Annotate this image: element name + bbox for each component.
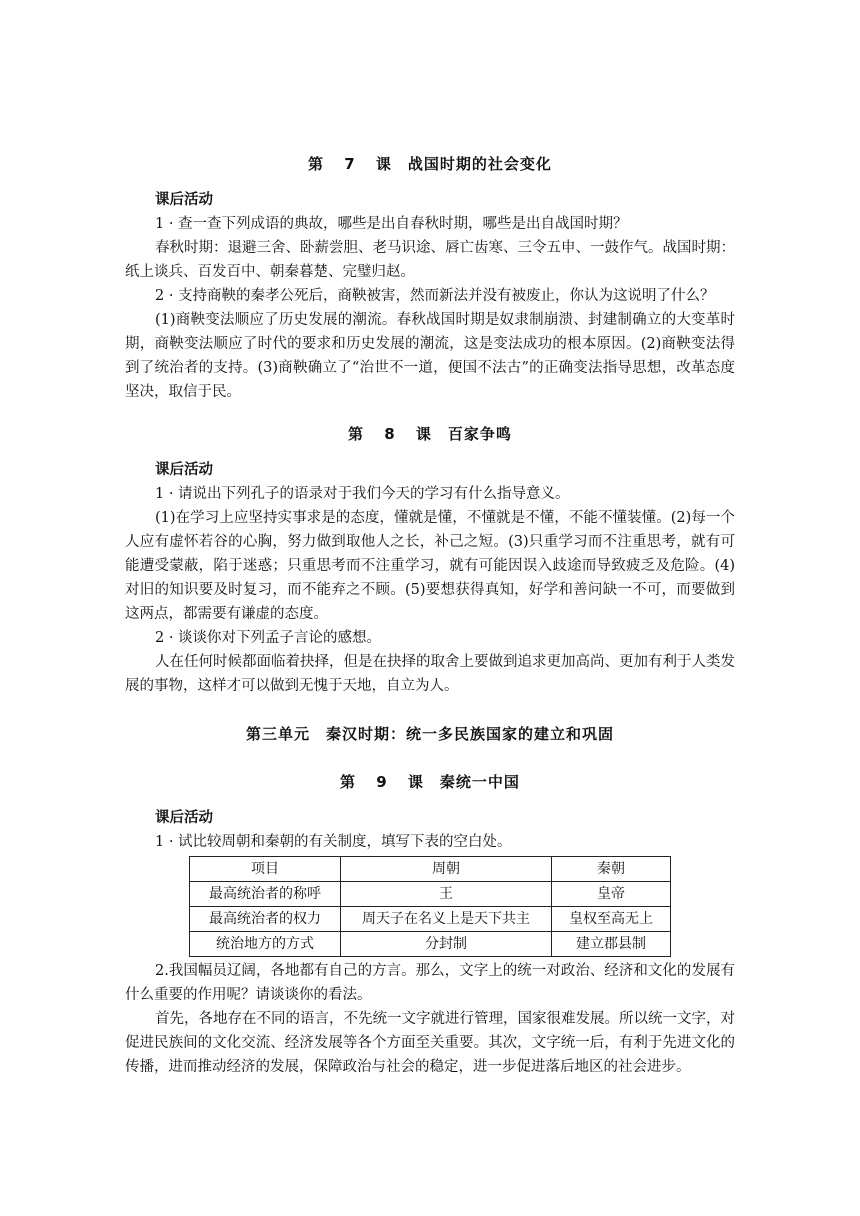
table-cell: 建立郡县制 bbox=[552, 932, 671, 957]
lesson-8-answer-2: 人在任何时候都面临着抉择，但是在抉择的取舍上要做到追求更加高尚、更加有利于人类发展的事物，这样才可以做到无愧于天地，自立为人。 bbox=[125, 654, 735, 694]
lesson-7-answer-1: 春秋时期：退避三舍、卧薪尝胆、老马识途、唇亡齿寒、三令五申、一鼓作气。战国时期：纸上谈兵、百发百中、朝秦暮楚、完璧归赵。 bbox=[125, 240, 735, 280]
lesson-8-title: 第 8 课 百家争鸣 bbox=[348, 425, 512, 443]
lesson-8-section-heading: 课后活动 bbox=[155, 462, 213, 478]
table-row bbox=[190, 882, 671, 907]
lesson-7-answer-2: (1)商鞅变法顺应了历史发展的潮流。春秋战国时期是奴隶制崩溃、封建制确立的大变革时期，商鞅变法顺应了时代的要求和历史发展的潮流，这是变法成功的根本原因。(2)商鞅变法得到了统治者的支持。(3)商鞅确立了“治世不一道，便国不法古”的正确变法指导思想，改革态度坚决，取信于民。 bbox=[125, 312, 735, 400]
comparison-table bbox=[189, 856, 671, 957]
lesson-8-answer-1: (1)在学习上应坚持实事求是的态度，懂就是懂，不懂就是不懂，不能不懂装懂。(2)每一个人应有虚怀若谷的心胸，努力做到取他人之长，补己之短。(3)只重学习而不注重思考，就有可能遭受蒙蔽，陷于迷惑；只重思考而不注重学习，就有可能因误入歧途而导致疲乏及危险。(4)对旧的知识要及时复习，而不能弃之不顾。(5)要想获得真知，好学和善问缺一不可，而要做到这两点，都需要有谦虚的态度。 bbox=[125, 510, 735, 622]
table-header-cell: 项目 bbox=[190, 857, 341, 882]
table-header-row bbox=[190, 857, 671, 882]
table-row bbox=[190, 907, 671, 932]
table-cell: 最高统治者的权力 bbox=[190, 907, 341, 932]
document-body bbox=[125, 152, 735, 1079]
table-header-cell: 秦朝 bbox=[552, 857, 671, 882]
table-cell: 分封制 bbox=[341, 932, 552, 957]
lesson-9-question-1: 1 · 试比较周朝和秦朝的有关制度，填写下表的空白处。 bbox=[155, 834, 512, 850]
table-cell: 统治地方的方式 bbox=[190, 932, 341, 957]
table-header-cell: 周朝 bbox=[341, 857, 552, 882]
table-cell: 周天子在名义上是天下共主 bbox=[341, 907, 552, 932]
lesson-9-question-2: 2.我国幅员辽阔，各地都有自己的方言。那么，文字上的统一对政治、经济和文化的发展有什么重要的作用呢？请谈谈你的看法。 bbox=[125, 963, 735, 1003]
lesson-7-question-1: 1 · 查一查下列成语的典故，哪些是出自春秋时期，哪些是出自战国时期？ bbox=[155, 216, 628, 232]
table-cell: 皇权至高无上 bbox=[552, 907, 671, 932]
lesson-7-question-2: 2 · 支持商鞅的秦孝公死后，商鞅被害，然而新法并没有被废止，你认为这说明了什么？ bbox=[155, 288, 715, 304]
table-cell: 皇帝 bbox=[552, 882, 671, 907]
lesson-9-title: 第 9 课 秦统一中国 bbox=[340, 773, 520, 791]
lesson-7-section-heading: 课后活动 bbox=[155, 192, 213, 208]
lesson-8-question-1: 1 · 请说出下列孔子的语录对于我们今天的学习有什么指导意义。 bbox=[155, 486, 570, 502]
lesson-8-question-2: 2 · 谈谈你对下列孟子言论的感想。 bbox=[155, 630, 382, 646]
lesson-9-section-heading: 课后活动 bbox=[155, 810, 213, 826]
lesson-9-answer-2: 首先，各地存在不同的语言，不先统一文字就进行管理，国家很难发展。所以统一文字，对促进民族间的文化交流、经济发展等各个方面至关重要。其次，文字统一后，有利于先进文化的传播，进而推动经济的发展，保障政治与社会的稳定，进一步促进落后地区的社会进步。 bbox=[125, 1011, 735, 1075]
table-row bbox=[190, 932, 671, 957]
lesson-7-title: 第 7 课 战国时期的社会变化 bbox=[308, 155, 552, 173]
unit-3-title: 第三单元 秦汉时期：统一多民族国家的建立和巩固 bbox=[245, 725, 614, 743]
table-cell: 最高统治者的称呼 bbox=[190, 882, 341, 907]
table-cell: 王 bbox=[341, 882, 552, 907]
